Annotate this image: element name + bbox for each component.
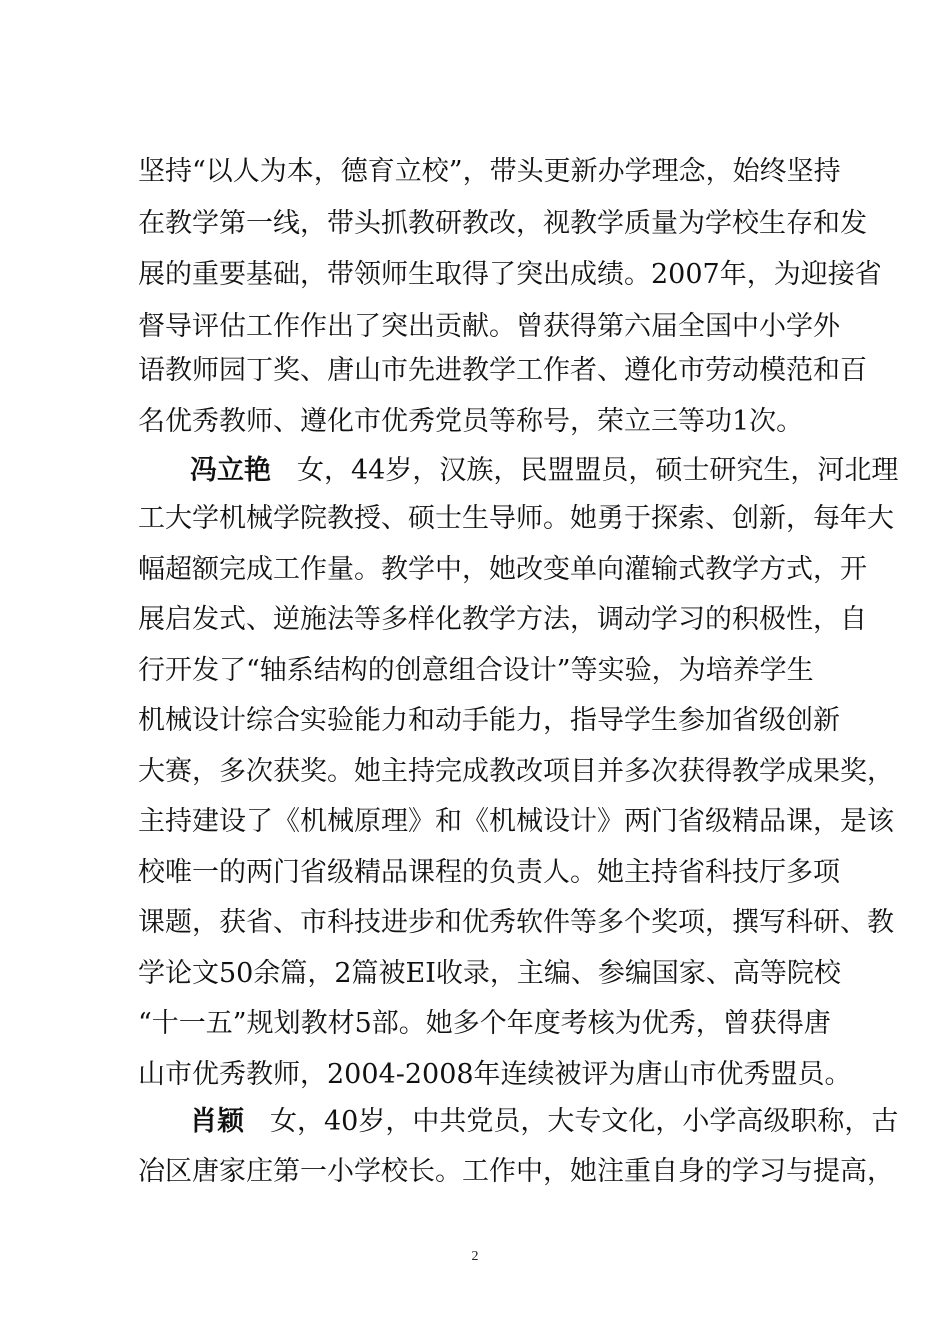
text-line: 工大学机械学院教授、硕士生导师。她勇于探索、创新，每年大 — [138, 503, 894, 534]
text-line: 幅超额完成工作量。教学中，她改变单向灌输式教学方式，开 — [138, 554, 867, 585]
text-line: 课题，获省、市科技进步和优秀软件等多个奖项，撰写科研、教 — [138, 907, 894, 938]
text-line: 坚持“以人为本，德育立校”，带头更新办学理念，始终坚持 — [138, 156, 841, 187]
text-line: 督导评估工作作出了突出贡献。曾获得第六届全国中小学外 — [138, 311, 840, 342]
page-number: 2 — [471, 1249, 479, 1264]
text-line: 行开发了“轴系结构的创意组合设计”等实验，为培养学生 — [138, 655, 814, 686]
text-line: 语教师园丁奖、唐山市先进教学工作者、遵化市劳动模范和百 — [138, 355, 867, 386]
text-line: 机械设计综合实验能力和动手能力，指导学生参加省级创新 — [138, 705, 840, 736]
text-line: “十一五”规划教材5部。她多个年度考核为优秀，曾获得唐 — [138, 1008, 831, 1039]
text-line: 展启发式、逆施法等多样化教学方法，调动学习的积极性，自 — [138, 604, 867, 635]
text-line: 大赛，多次获奖。她主持完成教改项目并多次获得教学成果奖， — [138, 756, 894, 787]
text-line: 展的重要基础，带领师生取得了突出成绩。2007年，为迎接省 — [138, 259, 882, 290]
text-line: 山市优秀教师，2004-2008年连续被评为唐山市优秀盟员。 — [138, 1059, 852, 1090]
person-name: 肖颖 — [190, 1106, 244, 1137]
text-line: 学论文50余篇，2篇被EI收录，主编、参编国家、高等院校 — [138, 958, 841, 989]
person-name: 冯立艳 — [190, 455, 271, 486]
profile-heading-line — [190, 455, 899, 487]
text-line: 校唯一的两门省级精品课程的负责人。她主持省科技厅多项 — [138, 857, 840, 888]
profile-heading-line — [190, 1106, 899, 1138]
text-line: 冶区唐家庄第一小学校长。工作中，她注重自身的学习与提高， — [138, 1156, 894, 1187]
person-intro: 女，40岁，中共党员，大专文化，小学高级职称，古 — [270, 1106, 899, 1137]
person-intro: 女，44岁，汉族，民盟盟员，硕士研究生，河北理 — [297, 455, 899, 486]
text-line: 在教学第一线，带头抓教研教改，视教学质量为学校生存和发 — [138, 208, 867, 239]
text-line: 名优秀教师、遵化市优秀党员等称号，荣立三等功1次。 — [138, 406, 804, 437]
text-line: 主持建设了《机械原理》和《机械设计》两门省级精品课，是该 — [138, 806, 894, 837]
